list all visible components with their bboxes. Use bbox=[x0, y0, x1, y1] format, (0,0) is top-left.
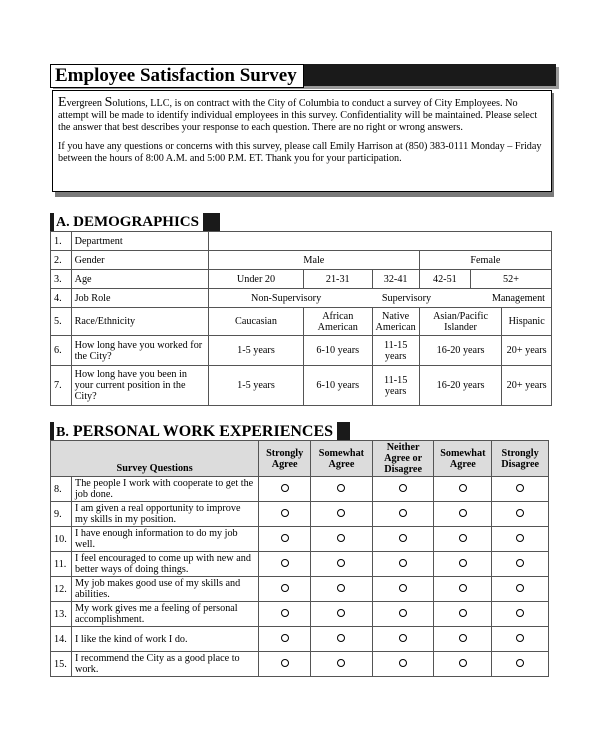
page-title: Employee Satisfaction Survey bbox=[50, 64, 304, 88]
row-label: Race/Ethnicity bbox=[71, 308, 208, 336]
radio-button[interactable] bbox=[281, 559, 289, 567]
radio-button[interactable] bbox=[337, 584, 345, 592]
radio-button[interactable] bbox=[459, 584, 467, 592]
section-a-letter: A. bbox=[56, 215, 70, 230]
question-number: 12. bbox=[51, 577, 72, 602]
radio-button[interactable] bbox=[337, 534, 345, 542]
header-row bbox=[51, 441, 549, 477]
option-management[interactable]: Management bbox=[491, 292, 545, 304]
response-cell bbox=[311, 652, 373, 677]
response-cell bbox=[372, 577, 434, 602]
option-position-tenure[interactable]: 20+ years bbox=[502, 366, 552, 406]
response-cell bbox=[259, 552, 311, 577]
radio-button[interactable] bbox=[459, 559, 467, 567]
question-text: I recommend the City as a good place to work. bbox=[71, 652, 258, 677]
table-row bbox=[51, 577, 549, 602]
table-row bbox=[51, 336, 552, 366]
radio-button[interactable] bbox=[459, 484, 467, 492]
response-cell bbox=[372, 602, 434, 627]
option-age[interactable]: Under 20 bbox=[209, 270, 304, 289]
table-row bbox=[51, 502, 549, 527]
option-position-tenure[interactable]: 11-15 years bbox=[372, 366, 419, 406]
radio-button[interactable] bbox=[516, 559, 524, 567]
radio-button[interactable] bbox=[281, 609, 289, 617]
radio-button[interactable] bbox=[281, 634, 289, 642]
response-cell bbox=[434, 527, 492, 552]
response-cell bbox=[434, 652, 492, 677]
table-row bbox=[51, 627, 549, 652]
response-cell bbox=[259, 602, 311, 627]
radio-button[interactable] bbox=[281, 584, 289, 592]
radio-button[interactable] bbox=[399, 484, 407, 492]
department-field[interactable] bbox=[209, 232, 552, 251]
radio-button[interactable] bbox=[516, 484, 524, 492]
question-text: My job makes good use of my skills and abilities. bbox=[71, 577, 258, 602]
radio-button[interactable] bbox=[337, 509, 345, 517]
response-cell bbox=[311, 627, 373, 652]
scale-strongly-disagree: Strongly Disagree bbox=[492, 441, 549, 477]
question-number: 8. bbox=[51, 477, 72, 502]
radio-button[interactable] bbox=[459, 534, 467, 542]
response-cell bbox=[311, 502, 373, 527]
option-tenure[interactable]: 6-10 years bbox=[303, 336, 372, 366]
row-label: Gender bbox=[71, 251, 208, 270]
option-position-tenure[interactable]: 6-10 years bbox=[303, 366, 372, 406]
question-number: 10. bbox=[51, 527, 72, 552]
intro-text-1: olutions, LLC, is on contract with the City of Columbia to conduct a survey of City Employees. No attempt will be made to identify individual employees in this survey. Confidentiality will be maintained. Please select the answer that best describes your response to each question. There are no right or wrong answers. bbox=[58, 98, 538, 133]
response-cell bbox=[311, 477, 373, 502]
response-cell bbox=[492, 527, 549, 552]
option-race[interactable]: Native American bbox=[372, 308, 419, 336]
intro-paragraph-2: If you have any questions or concerns with this survey, please call Emily Harrison at (850) 383-0111 Monday – Friday between the hours of 8:00 A.M. and 5:00 P.M. ET. Thank you for your participation. bbox=[58, 141, 542, 164]
option-tenure[interactable]: 16-20 years bbox=[419, 336, 502, 366]
radio-button[interactable] bbox=[459, 634, 467, 642]
radio-button[interactable] bbox=[337, 559, 345, 567]
section-b-label bbox=[54, 422, 337, 441]
option-position-tenure[interactable]: 16-20 years bbox=[419, 366, 502, 406]
radio-button[interactable] bbox=[281, 659, 289, 667]
response-cell bbox=[492, 602, 549, 627]
row-number: 7. bbox=[51, 366, 72, 406]
option-tenure[interactable]: 1-5 years bbox=[209, 336, 304, 366]
table-row bbox=[51, 270, 552, 289]
radio-button[interactable] bbox=[337, 484, 345, 492]
response-cell bbox=[259, 627, 311, 652]
intro-box bbox=[52, 90, 552, 192]
section-a-label bbox=[54, 213, 203, 232]
table-row bbox=[51, 289, 552, 308]
table-row bbox=[51, 308, 552, 336]
radio-button[interactable] bbox=[337, 609, 345, 617]
option-age[interactable]: 21-31 bbox=[303, 270, 372, 289]
radio-button[interactable] bbox=[337, 659, 345, 667]
response-cell bbox=[492, 652, 549, 677]
option-age[interactable]: 42-51 bbox=[419, 270, 470, 289]
radio-button[interactable] bbox=[516, 609, 524, 617]
response-cell bbox=[434, 602, 492, 627]
option-position-tenure[interactable]: 1-5 years bbox=[209, 366, 304, 406]
row-number: 4. bbox=[51, 289, 72, 308]
radio-button[interactable] bbox=[399, 584, 407, 592]
option-race[interactable]: Asian/Pacific Islander bbox=[419, 308, 502, 336]
response-cell bbox=[372, 652, 434, 677]
response-cell bbox=[492, 552, 549, 577]
radio-button[interactable] bbox=[399, 559, 407, 567]
response-cell bbox=[492, 477, 549, 502]
row-number: 1. bbox=[51, 232, 72, 251]
table-row bbox=[51, 251, 552, 270]
intro-paragraph-1 bbox=[58, 97, 547, 134]
question-text: The people I work with cooperate to get the job done. bbox=[71, 477, 258, 502]
row-number: 5. bbox=[51, 308, 72, 336]
response-cell bbox=[434, 502, 492, 527]
table-row bbox=[51, 366, 552, 406]
response-cell bbox=[372, 527, 434, 552]
row-number: 3. bbox=[51, 270, 72, 289]
question-text: I have enough information to do my job well. bbox=[71, 527, 258, 552]
response-cell bbox=[434, 577, 492, 602]
table-row bbox=[51, 232, 552, 251]
response-cell bbox=[311, 577, 373, 602]
option-race[interactable]: Hispanic bbox=[502, 308, 552, 336]
table-row bbox=[51, 527, 549, 552]
response-cell bbox=[492, 627, 549, 652]
row-label: How long have you been in your current position in the City? bbox=[71, 366, 208, 406]
survey-questions-header: Survey Questions bbox=[51, 441, 259, 477]
response-cell bbox=[434, 552, 492, 577]
response-cell bbox=[434, 627, 492, 652]
row-number: 6. bbox=[51, 336, 72, 366]
job-role-options bbox=[209, 289, 552, 308]
response-cell bbox=[492, 577, 549, 602]
work-experiences-table bbox=[50, 440, 549, 677]
option-non-supervisory[interactable]: Non-Supervisory bbox=[251, 292, 322, 304]
demographics-table bbox=[50, 231, 552, 406]
question-text: I feel encouraged to come up with new and better ways of doing things. bbox=[71, 552, 258, 577]
option-female[interactable]: Female bbox=[419, 251, 551, 270]
radio-button[interactable] bbox=[516, 659, 524, 667]
option-male[interactable]: Male bbox=[209, 251, 420, 270]
radio-button[interactable] bbox=[281, 509, 289, 517]
radio-button[interactable] bbox=[399, 534, 407, 542]
row-number: 2. bbox=[51, 251, 72, 270]
radio-button[interactable] bbox=[337, 634, 345, 642]
row-label: Age bbox=[71, 270, 208, 289]
scale-strongly-agree: Strongly Agree bbox=[259, 441, 311, 477]
response-cell bbox=[492, 502, 549, 527]
radio-button[interactable] bbox=[459, 609, 467, 617]
option-tenure[interactable]: 20+ years bbox=[502, 336, 552, 366]
radio-button[interactable] bbox=[516, 534, 524, 542]
response-cell bbox=[372, 552, 434, 577]
drop-letter-s: S bbox=[104, 95, 113, 110]
response-cell bbox=[434, 477, 492, 502]
response-cell bbox=[311, 552, 373, 577]
drop-letter-e: E bbox=[58, 95, 67, 110]
question-text: I am given a real opportunity to improve my skills in my position. bbox=[71, 502, 258, 527]
section-b-header bbox=[50, 422, 350, 441]
radio-button[interactable] bbox=[516, 509, 524, 517]
question-number: 11. bbox=[51, 552, 72, 577]
question-text: I like the kind of work I do. bbox=[71, 627, 258, 652]
response-cell bbox=[259, 527, 311, 552]
response-cell bbox=[259, 652, 311, 677]
section-b-letter: B. bbox=[56, 425, 69, 440]
question-text: My work gives me a feeling of personal accomplishment. bbox=[71, 602, 258, 627]
question-number: 13. bbox=[51, 602, 72, 627]
radio-button[interactable] bbox=[399, 634, 407, 642]
response-cell bbox=[372, 627, 434, 652]
response-cell bbox=[372, 502, 434, 527]
response-cell bbox=[311, 602, 373, 627]
row-label: Department bbox=[71, 232, 208, 251]
table-row bbox=[51, 552, 549, 577]
question-number: 15. bbox=[51, 652, 72, 677]
radio-button[interactable] bbox=[399, 609, 407, 617]
option-tenure[interactable]: 11-15 years bbox=[372, 336, 419, 366]
response-cell bbox=[259, 577, 311, 602]
scale-somewhat-agree: Somewhat Agree bbox=[311, 441, 373, 477]
radio-button[interactable] bbox=[399, 659, 407, 667]
table-row bbox=[51, 477, 549, 502]
radio-button[interactable] bbox=[281, 534, 289, 542]
title-wrap bbox=[50, 64, 304, 88]
question-number: 9. bbox=[51, 502, 72, 527]
option-race[interactable]: African American bbox=[303, 308, 372, 336]
scale-somewhat-agree-2: Somewhat Agree bbox=[434, 441, 492, 477]
section-b-name: PERSONAL WORK EXPERIENCES bbox=[72, 423, 334, 440]
section-a-name: DEMOGRAPHICS bbox=[73, 214, 199, 230]
intro-lead-rest: vergreen bbox=[66, 98, 105, 109]
response-cell bbox=[259, 502, 311, 527]
row-label: Job Role bbox=[71, 289, 208, 308]
question-number: 14. bbox=[51, 627, 72, 652]
radio-button[interactable] bbox=[281, 484, 289, 492]
response-cell bbox=[372, 477, 434, 502]
option-age[interactable]: 52+ bbox=[471, 270, 552, 289]
table-row bbox=[51, 602, 549, 627]
row-label: How long have you worked for the City? bbox=[71, 336, 208, 366]
section-a-header bbox=[50, 213, 220, 232]
radio-button[interactable] bbox=[459, 509, 467, 517]
table-row bbox=[51, 652, 549, 677]
radio-button[interactable] bbox=[459, 659, 467, 667]
scale-neither: Neither Agree or Disagree bbox=[372, 441, 434, 477]
option-age[interactable]: 32-41 bbox=[372, 270, 419, 289]
response-cell bbox=[259, 477, 311, 502]
response-cell bbox=[311, 527, 373, 552]
option-supervisory[interactable]: Supervisory bbox=[381, 292, 432, 304]
radio-button[interactable] bbox=[399, 509, 407, 517]
option-race[interactable]: Caucasian bbox=[209, 308, 304, 336]
radio-button[interactable] bbox=[516, 584, 524, 592]
radio-button[interactable] bbox=[516, 634, 524, 642]
